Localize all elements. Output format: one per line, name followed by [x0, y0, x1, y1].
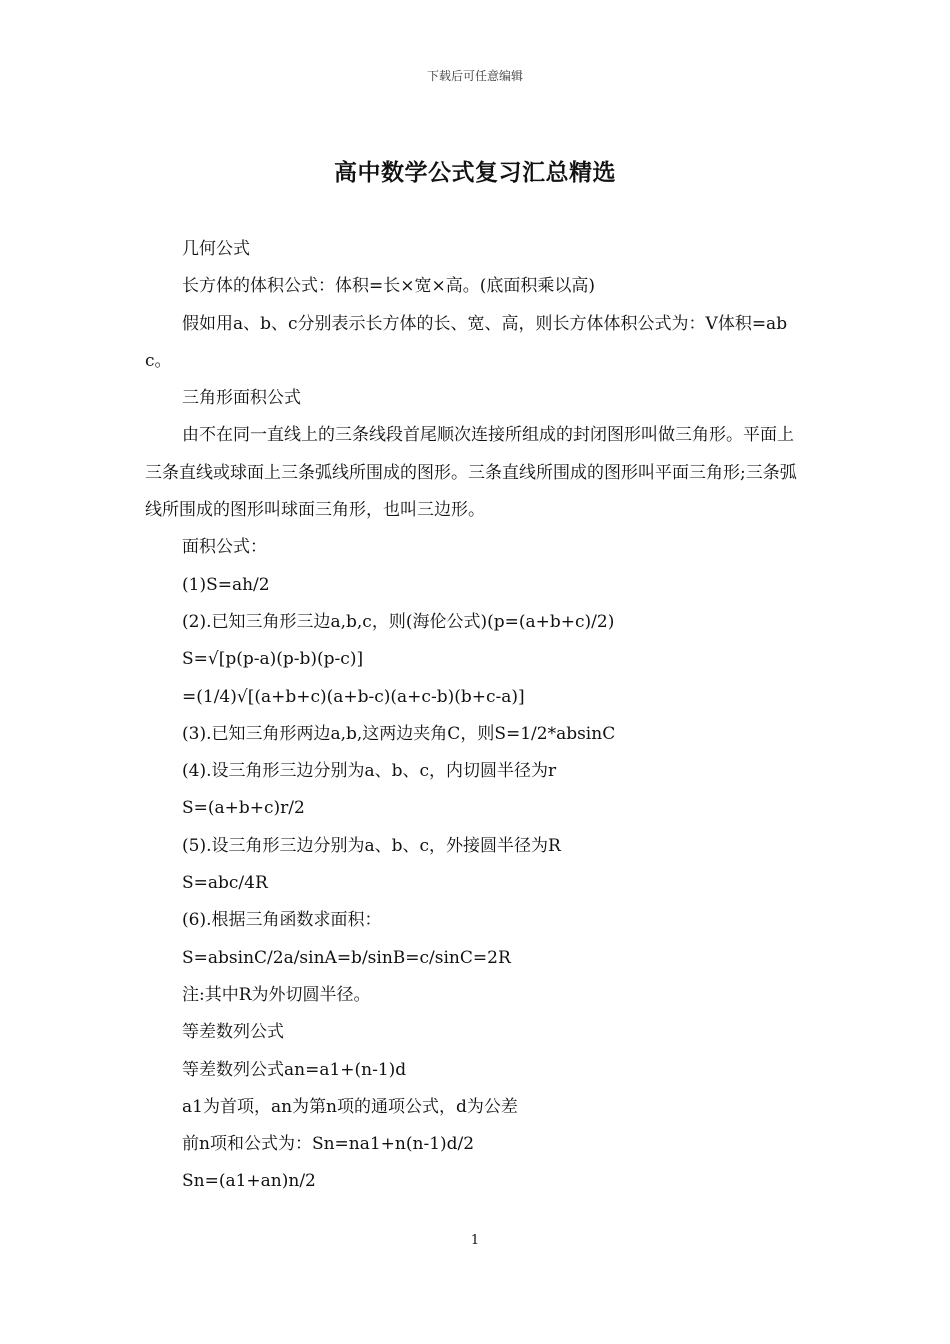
formula-line: Sn=(a1+an)n/2: [182, 1171, 316, 1192]
header-note: 下载后可任意编辑: [426, 69, 523, 83]
formula-line: S=abc/4R: [182, 873, 268, 894]
section-heading-arithmetic-sequence: 等差数列公式: [182, 1022, 284, 1043]
formula-line: S=(a+b+c)r/2: [182, 798, 305, 819]
formula-line: a1为首项，an为第n项的通项公式，d为公差: [182, 1096, 518, 1117]
formula-line: =(1/4)√[(a+b+c)(a+b-c)(a+c-b)(b+c-a)]: [182, 686, 525, 707]
formula-line: (6).根据三角函数求面积：: [182, 910, 382, 931]
note-line: 注:其中R为外切圆半径。: [182, 984, 371, 1005]
paragraph-area-formula-label: 面积公式：: [182, 537, 267, 558]
formula-line: (4).设三角形三边分别为a、b、c，内切圆半径为r: [182, 761, 557, 782]
formula-line: S=absinC/2a/sinA=b/sinB=c/sinC=2R: [182, 947, 511, 968]
formula-line: S=√[p(p-a)(p-b)(p-c)]: [182, 649, 364, 670]
formula-line: 前n项和公式为：Sn=na1+n(n-1)d/2: [182, 1134, 475, 1155]
section-heading-geometry: 几何公式: [182, 239, 250, 259]
formula-line: (5).设三角形三边分别为a、b、c，外接圆半径为R: [182, 835, 561, 856]
formula-line: (2).已知三角形三边a,b,c，则(海伦公式)(p=(a+b+c)/2): [182, 611, 615, 632]
page-number: 1: [470, 1233, 480, 1248]
paragraph-cuboid-formula: 假如用a、b、c分别表示长方体的长、宽、高，则长方体体积公式为：V体积=abc。: [145, 313, 788, 371]
paragraph-triangle-definition: 由不在同一直线上的三条线段首尾顺次连接所组成的封闭图形叫做三角形。平面上三条直线或球面上三条弧线所围成的图形。三条直线所围成的图形叫平面三角形;三条弧线所围成的图形叫球面三角形，也叫三边形。: [145, 425, 797, 521]
document-body: [145, 231, 810, 1201]
formula-line: (3).已知三角形两边a,b,这两边夹角C，则S=1/2*absinC: [182, 723, 616, 744]
paragraph-cuboid-volume: 长方体的体积公式：体积=长×宽×高。(底面积乘以高): [182, 276, 595, 297]
formula-line: (1)S=ah/2: [182, 574, 270, 595]
page-title: 高中数学公式复习汇总精选: [334, 159, 616, 186]
formula-line: 等差数列公式an=a1+(n-1)d: [182, 1059, 407, 1080]
section-heading-triangle-area: 三角形面积公式: [182, 388, 301, 409]
